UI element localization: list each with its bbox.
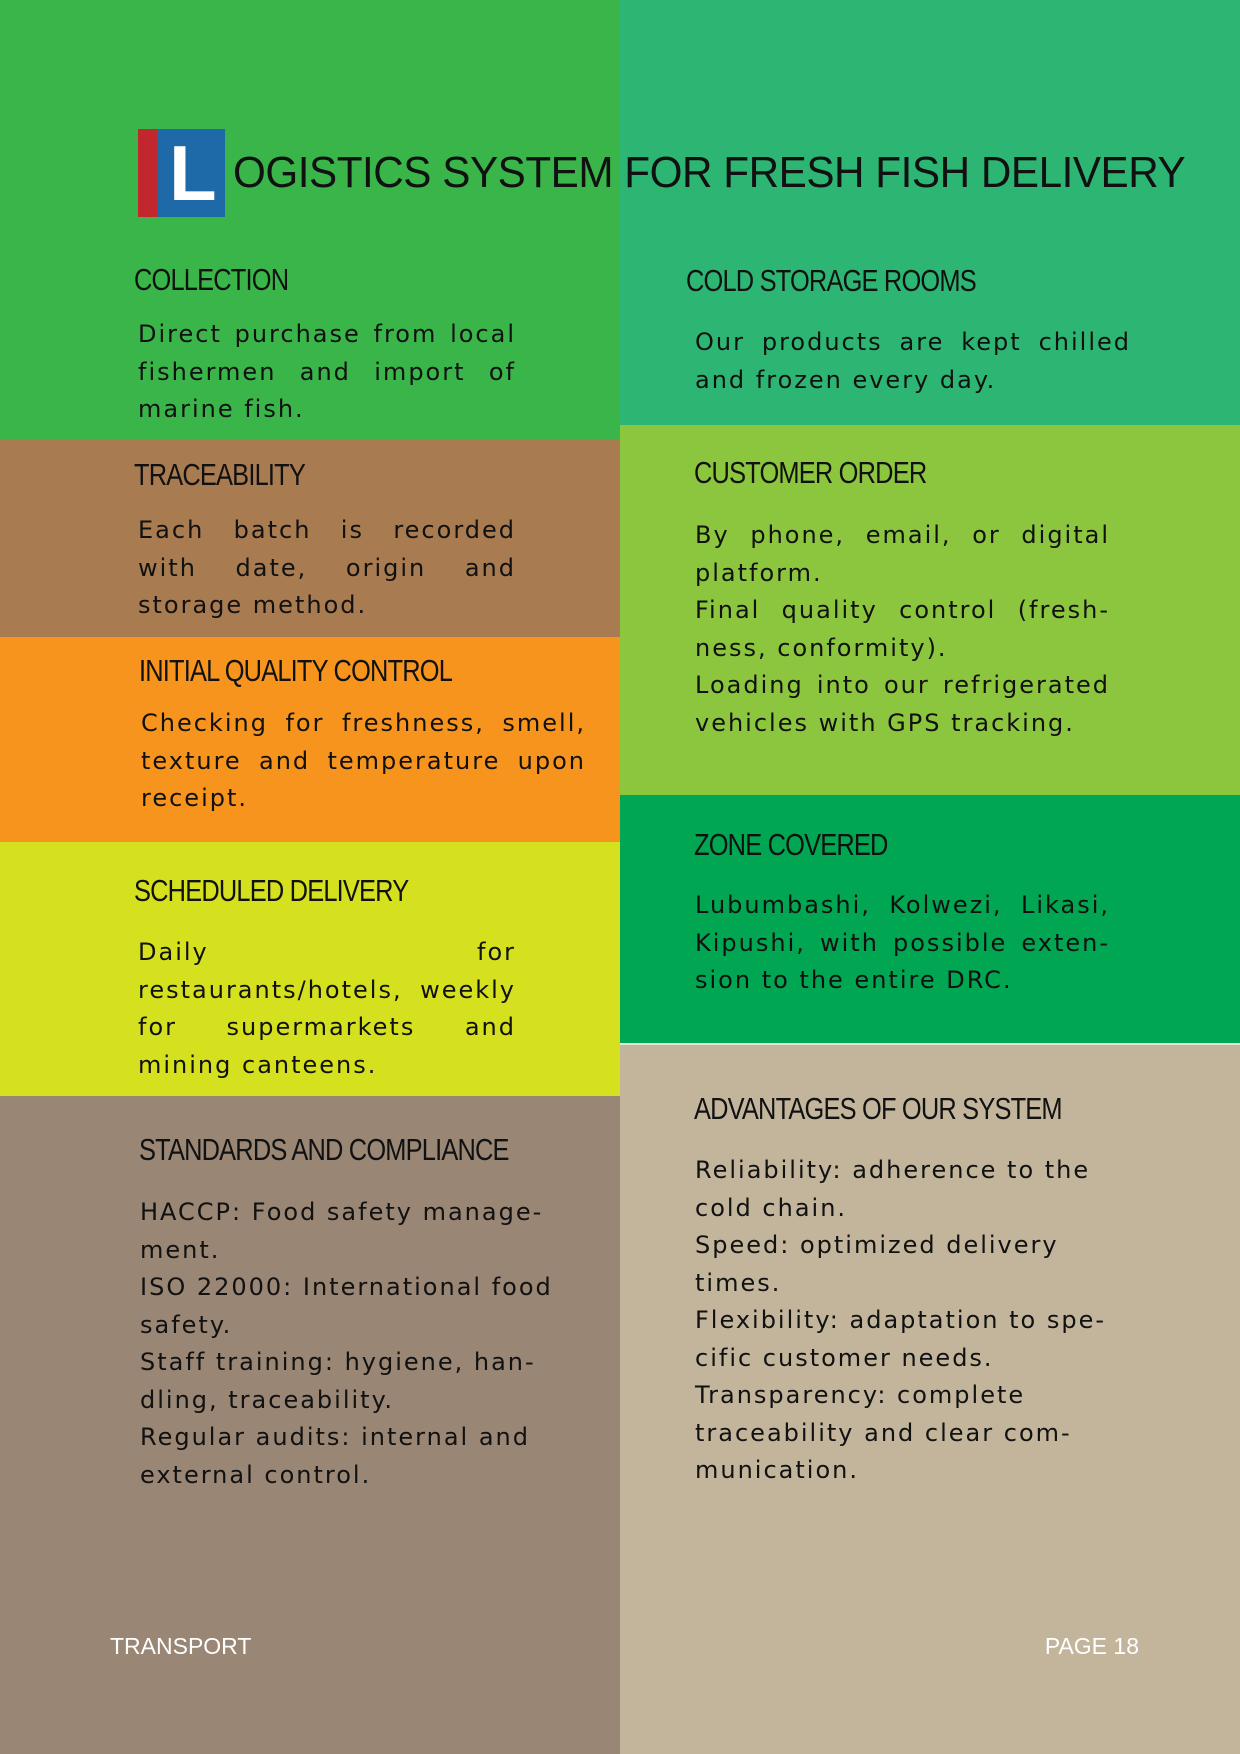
standards-line: ISO 22000: International food safety. bbox=[140, 1273, 553, 1339]
page-header bbox=[138, 129, 1225, 217]
advantages-line: Flexibility: adaptation to spe-cific customer needs. bbox=[695, 1306, 1106, 1372]
traceability-heading: TRACEABILITY bbox=[134, 457, 305, 492]
logo bbox=[138, 129, 225, 217]
logo-letter: L bbox=[169, 129, 217, 217]
footer-page-number: PAGE 18 bbox=[1044, 1633, 1139, 1659]
customer-order-text bbox=[695, 517, 1110, 742]
page-title: OGISTICS SYSTEM FOR FRESH FISH DELIVERY bbox=[233, 148, 1186, 197]
customer-order-line: Final quality control (fresh-ness, conformity). bbox=[695, 596, 1110, 662]
initial-quality-heading: INITIAL QUALITY CONTROL bbox=[139, 653, 453, 688]
scheduled-delivery-heading: SCHEDULED DELIVERY bbox=[134, 873, 409, 908]
cold-storage-text: Our products are kept chilled and frozen every day. bbox=[695, 328, 1131, 394]
traceability-text: Each batch is recorded with date, origin and storage method. bbox=[138, 516, 516, 619]
collection-heading: COLLECTION bbox=[134, 262, 289, 297]
footer-section-label: TRANSPORT bbox=[110, 1633, 252, 1659]
standards-text bbox=[140, 1194, 560, 1494]
advantages-line: Speed: optimized delivery times. bbox=[695, 1231, 1059, 1297]
scheduled-delivery-text: Daily for restaurants/hotels, weekly for supermarkets and mining canteens. bbox=[138, 938, 516, 1079]
advantages-heading: ADVANTAGES OF OUR SYSTEM bbox=[694, 1091, 1062, 1126]
logo-red-bar bbox=[138, 129, 157, 217]
standards-line: Regular audits: internal and external control. bbox=[140, 1423, 530, 1489]
collection-text: Direct purchase from local fishermen and import of marine fish. bbox=[138, 320, 516, 423]
cold-storage-heading: COLD STORAGE ROOMS bbox=[686, 263, 976, 298]
customer-order-line: By phone, email, or digital platform. bbox=[695, 521, 1110, 587]
standards-line: Staff training: hygiene, han-dling, traceability. bbox=[140, 1348, 536, 1414]
advantages-line: Transparency: complete traceability and clear com-munication. bbox=[695, 1381, 1072, 1484]
zone-covered-heading: ZONE COVERED bbox=[694, 827, 888, 862]
initial-quality-text: Checking for freshness, smell, texture and temperature upon receipt. bbox=[141, 709, 586, 812]
customer-order-heading: CUSTOMER ORDER bbox=[694, 455, 927, 490]
standards-heading: STANDARDS AND COMPLIANCE bbox=[139, 1132, 509, 1167]
advantages-line: Reliability: adherence to the cold chain. bbox=[695, 1156, 1091, 1222]
advantages-text bbox=[695, 1152, 1115, 1490]
zone-covered-text: Lubumbashi, Kolwezi, Likasi, Kipushi, with possible exten-sion to the entire DRC. bbox=[695, 891, 1110, 994]
customer-order-line: Loading into our refrigerated vehicles with GPS tracking. bbox=[695, 671, 1110, 737]
standards-line: HACCP: Food safety manage-ment. bbox=[140, 1198, 544, 1264]
